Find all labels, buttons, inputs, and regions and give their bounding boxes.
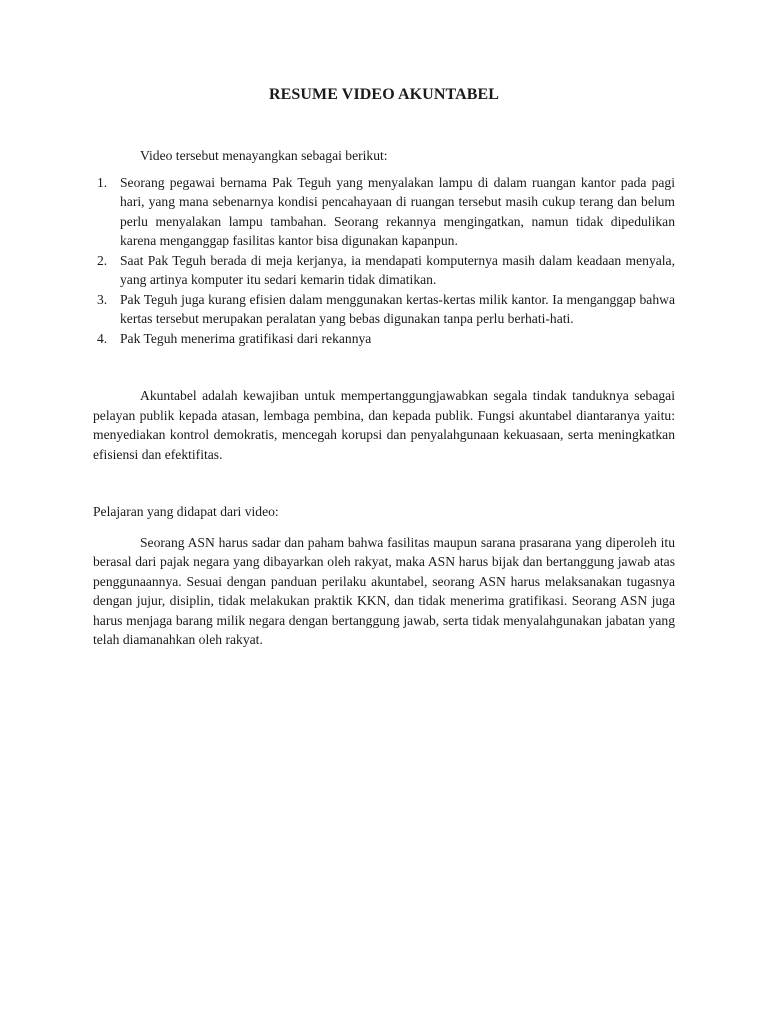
- spacer: [93, 522, 675, 533]
- list-item: [93, 173, 675, 251]
- list-item-text: Saat Pak Teguh berada di meja kerjanya, ia mendapati komputernya masih dalam keadaan menyala, yang artinya komputer itu sedari kemarin tidak dimatikan.: [120, 252, 675, 287]
- list-item-text: Pak Teguh menerima gratifikasi dari rekannya: [120, 330, 372, 346]
- video-events-list: [93, 173, 675, 349]
- list-item: [93, 290, 675, 329]
- definition-paragraph: Akuntabel adalah kewajiban untuk mempertanggungjawabkan segala tindak tanduknya sebagai pelayan publik kepada atasan, lembaga pembina, dan kepada publik. Fungsi akuntabel diantaranya yaitu: menyediakan kontrol demokratis, mencegah korupsi dan penyalahgunaan kekuasaan, serta meningkatkan efisiensi dan efektifitas.: [93, 388, 675, 462]
- list-item-number: 4.: [97, 330, 108, 346]
- list-item-text: Seorang pegawai bernama Pak Teguh yang menyalakan lampu di dalam ruangan kantor pada pagi hari, yang mana sebenarnya kondisi pencahayaan di ruangan tersebut masih cukup terang dan belum perlu menyalakan lampu tambahan. Seorang rekannya mengingatkan, namun tidak dipedulikan karena menganggap fasilitas kantor bisa digunakan kapanpun.: [120, 174, 675, 248]
- lesson-heading: Pelajaran yang didapat dari video:: [93, 504, 279, 519]
- intro-text: Video tersebut menayangkan sebagai berikut:: [140, 148, 388, 163]
- spacer: [93, 464, 675, 502]
- lesson-paragraph: Seorang ASN harus sadar dan paham bahwa fasilitas maupun sarana prasarana yang diperoleh itu berasal dari pajak negara yang dibayarkan oleh rakyat, maka ASN harus bijak dan bertanggung jawab atas penggunaannya. Sesuai dengan panduan perilaku akuntabel, seorang ASN harus melaksanakan tugasnya dengan jujur, disiplin, tidak melakukan praktik KKN, dan tidak menerima gratifikasi. Seorang ASN juga harus menjaga barang milik negara dengan bertanggung jawab, serta tidak menyalahgunakan jabatan yang telah diamanahkan oleh rakyat.: [93, 534, 675, 647]
- list-item-number: 2.: [97, 252, 108, 268]
- list-item-text: Pak Teguh juga kurang efisien dalam menggunakan kertas-kertas milik kantor. Ia menganggap bahwa kertas tersebut merupakan peralatan yang bebas digunakan tanpa perlu berhati-hati.: [120, 291, 675, 326]
- list-item-number: 3.: [97, 291, 108, 307]
- spacer: [93, 348, 675, 386]
- list-item-number: 1.: [97, 174, 108, 190]
- list-item: [93, 251, 675, 290]
- list-item: [93, 329, 675, 349]
- document-title: RESUME VIDEO AKUNTABEL: [268, 86, 500, 103]
